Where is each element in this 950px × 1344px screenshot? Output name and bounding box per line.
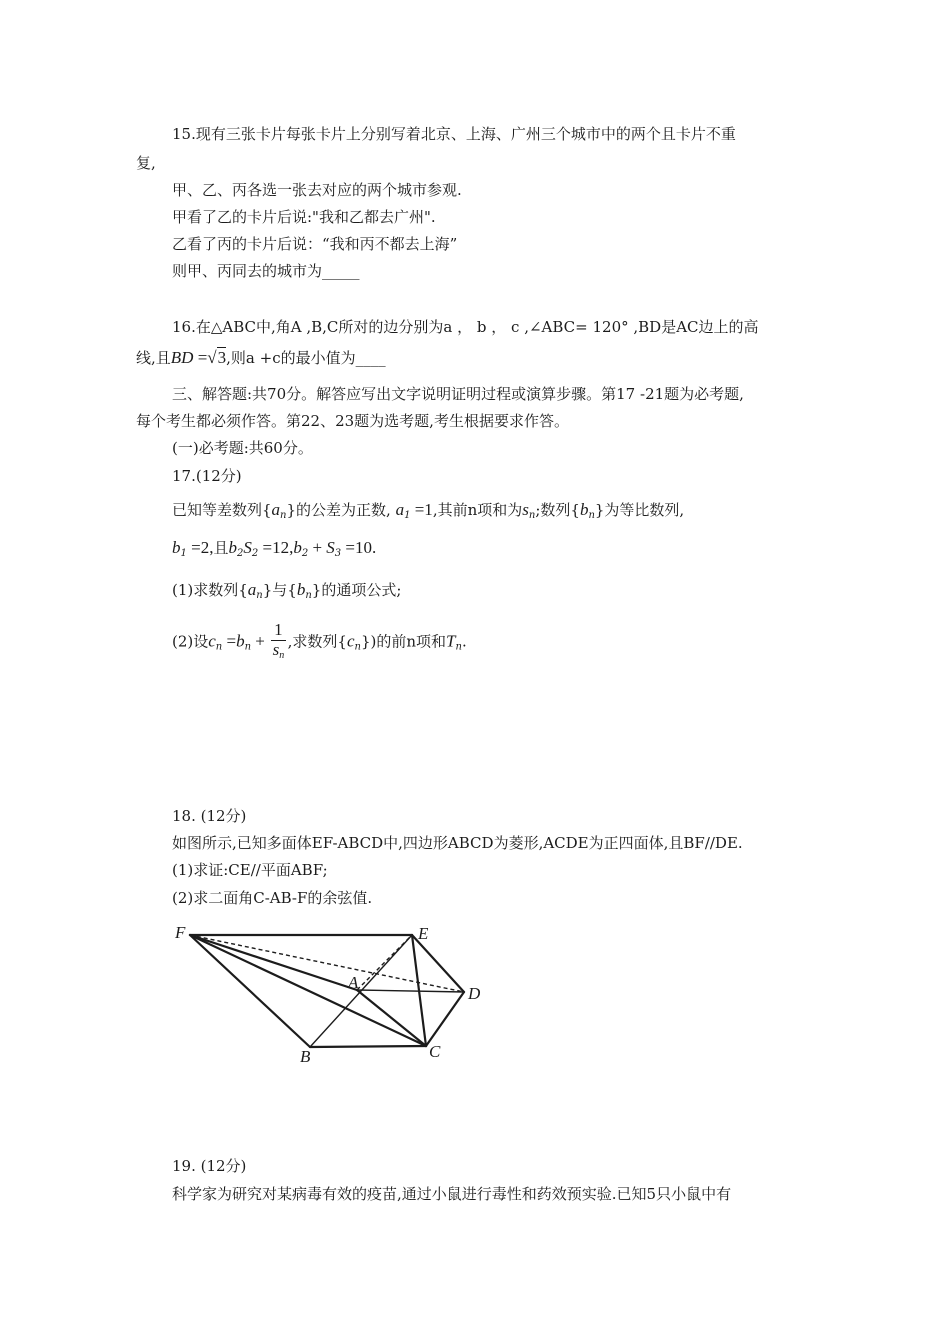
edge-ae-hidden [357, 935, 412, 990]
q16-line-1: 16.在△ABC中,角A ,B,C所对的边分别为a ， b ， c ,∠ABC= 120° ,BD是AC边上的高 [172, 318, 759, 336]
label-d: D [468, 984, 481, 1003]
edge-fd-hidden [190, 935, 464, 992]
q15-line-1: 15.现有三张卡片每张卡片上分别写着北京、上海、广州三个城市中的两个且卡片不重 [172, 125, 736, 143]
q18-header: 18. (12分) [172, 807, 247, 825]
q16-sqrt: 3 [217, 348, 227, 367]
label-f: F [175, 923, 186, 942]
section3-line-2: 每个考生都必须作答。第22、23题为选考题,考生根据要求作答。 [136, 412, 569, 430]
edge-ad [357, 990, 464, 992]
q17-fraction: $\frac{1}{s_n}$ [272, 620, 285, 661]
q16-text-2: ,则a +c的最小值为____ [226, 349, 386, 367]
label-c: C [429, 1042, 441, 1061]
q16-text: 线,且 [136, 349, 171, 367]
edge-dc [426, 992, 464, 1046]
q18-line-1: 如图所示,已知多面体EF-ABCD中,四边形ABCD为菱形,ACDE为正四面体,且BF//DE. [172, 834, 743, 852]
section3-line-1: 三、解答题:共70分。解答应写出文字说明证明过程或演算步骤。第17 -21题为必考题, [172, 385, 744, 403]
q15-line-2: 复, [136, 154, 156, 172]
q17-line-1: 已知等差数列$\{a_n\}$的公差为正数, $a_1 =1$,其前n项和为$s_n$;数列$\{b_n\}$为等比数列, [172, 500, 685, 521]
edge-fb [190, 935, 310, 1047]
q15-line-6: 则甲、丙同去的城市为_____ [172, 262, 360, 280]
q17-line-2: $b_1 =2$,且$b_2S_2 =12,b_2 + S_3 =10$. [172, 538, 377, 559]
q18-line-2: (1)求证:CE//平面ABF; [172, 861, 328, 879]
q17-header: 17.(12分) [172, 467, 242, 485]
label-a: A [348, 973, 359, 992]
label-e: E [418, 924, 429, 943]
edge-fa [190, 935, 357, 990]
q19-header: 19. (12分) [172, 1157, 247, 1175]
edge-bc [310, 1046, 426, 1047]
q19-line-1: 科学家为研究对某病毒有效的疫苗,通过小鼠进行毒性和药效预实验.已知5只小鼠中有 [172, 1185, 732, 1203]
q16-line-2: 线,且BD =√3,则a +c的最小值为____ [136, 348, 386, 367]
section3-line-3: (一)必考题:共60分。 [172, 439, 313, 457]
label-b: B [300, 1047, 311, 1066]
q17-part-2: (2)设$c_n =b_n$ + $\frac{1}{s_n}$ ,求数列$\{c_n\}$)的前n项和$T_n$. [172, 620, 467, 668]
q15-line-4: 甲看了乙的卡片后说:"我和乙都去广州". [172, 208, 436, 226]
q17-part-1: (1)求数列$\{a_n\}$与$\{b_n\}$的通项公式; [172, 580, 402, 601]
q18-line-3: (2)求二面角C-AB-F的余弦值. [172, 889, 373, 907]
q16-bd: BD [170, 348, 194, 367]
q15-line-5: 乙看了丙的卡片后说：“我和丙不都去上海” [172, 235, 458, 253]
q15-line-3: 甲、乙、丙各选一张去对应的两个城市参观. [172, 181, 462, 199]
q16-eq: = [193, 348, 208, 367]
